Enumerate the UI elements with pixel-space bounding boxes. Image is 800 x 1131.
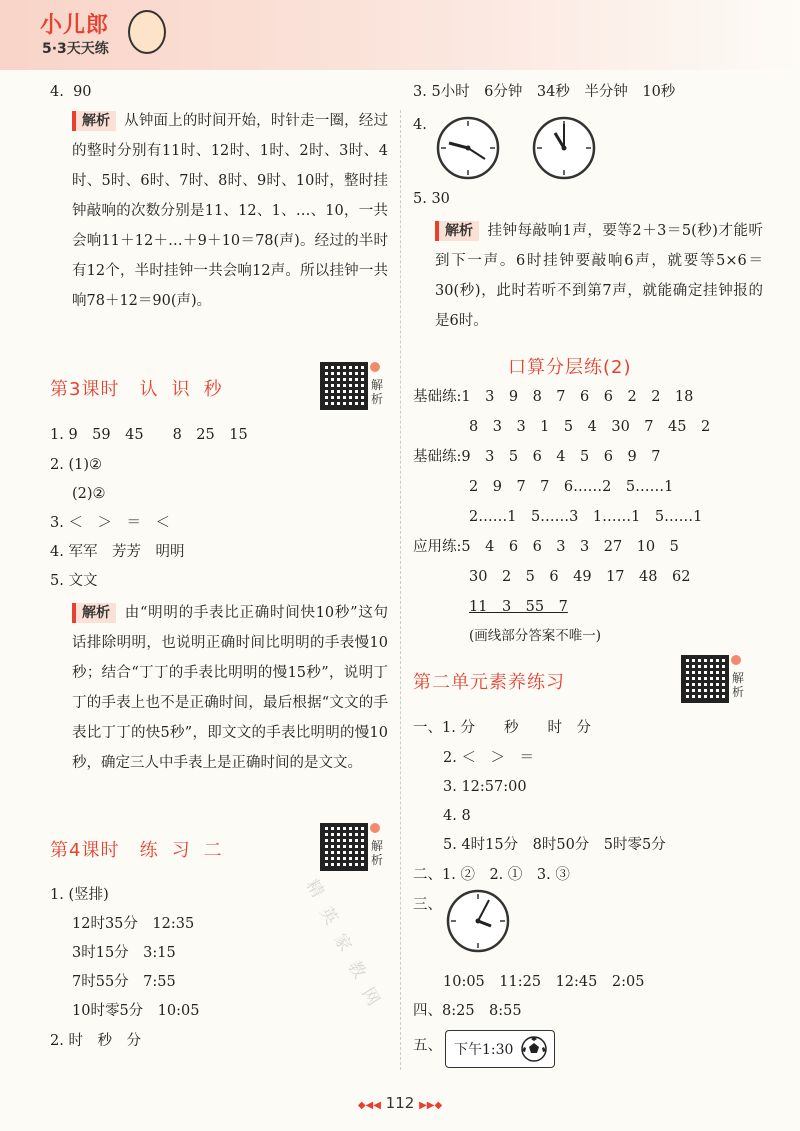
row-label: 应用练:: [413, 539, 462, 555]
l3-item-5: [50, 571, 97, 591]
item-text: ＜ ＞ ＝: [461, 750, 534, 766]
r-item-3: [413, 82, 675, 102]
l3-item-2b: [72, 484, 106, 504]
item-text: 军军 芳芳 明明: [68, 544, 185, 560]
watermark-char: 精: [301, 876, 328, 902]
item-answer: 30: [431, 191, 450, 207]
item-text: (1)②: [68, 457, 102, 473]
item-text: ＜ ＞ ＝ ＜: [68, 515, 170, 531]
item-num: 3.: [443, 779, 457, 795]
analysis-r5: [435, 216, 763, 336]
soccer-ball-icon: [520, 1035, 548, 1063]
qr-code-icon[interactable]: [320, 823, 368, 871]
item-text: 4时15分 8时50分 5时零5分: [461, 837, 666, 853]
oral-row: 2 9 7 7 6……2 5……1: [469, 479, 674, 495]
watermark-char: 英: [315, 903, 342, 929]
item-num: 5.: [50, 573, 64, 589]
oral-note: (画线部分答案不唯一): [469, 628, 602, 644]
qr-label: 解析: [732, 671, 745, 699]
item-text: (竖排): [68, 887, 109, 903]
oral-title: 口算分层练(2): [508, 357, 632, 378]
row-text: 9 3 5 6 4 5 6 9 7: [461, 449, 661, 465]
l4-item-1: [50, 885, 109, 905]
play-icon: [731, 655, 741, 665]
unit-one-2: [443, 748, 534, 768]
play-icon: [370, 823, 380, 833]
item-num: 4.: [443, 808, 457, 824]
analysis-4: [72, 106, 388, 316]
oral-row: [413, 387, 693, 407]
brand-logo: [40, 8, 170, 64]
item-text: 8:25 8:55: [442, 1003, 522, 1019]
item-num: 1.: [442, 720, 456, 736]
item-num: 2.: [50, 457, 64, 473]
row-text: 1 3 9 8 7 6 6 2 2 18: [461, 389, 694, 405]
row-label: 基础练:: [413, 389, 462, 405]
watermark-char: 家: [329, 930, 356, 956]
item-text: 12:57:00: [461, 779, 527, 795]
item-num: 1.: [50, 427, 64, 443]
clock-icon: [531, 115, 597, 181]
oral-row: [413, 537, 679, 557]
item-num: 3.: [50, 515, 64, 531]
l4-item-2: [50, 1031, 141, 1051]
l4-row: 7时55分 7:55: [72, 974, 176, 990]
series-name: 5·3天天练: [42, 41, 109, 57]
column-divider: [400, 110, 401, 1070]
l3-item-4: [50, 542, 184, 562]
l4-row: 10时零5分 10:05: [72, 1003, 200, 1019]
item-text: 时 秒 分: [68, 1033, 141, 1049]
oral-underlined: 11 3 55 7: [469, 599, 568, 615]
lesson-name: 认识秒: [139, 379, 236, 400]
item-num: 5.: [443, 837, 457, 853]
qr-label: 解析: [371, 378, 384, 406]
play-icon: [370, 362, 380, 372]
item-text: 1. ② 2. ① 3. ③: [442, 867, 570, 883]
row-text: 5 4 6 6 3 3 27 10 5: [461, 539, 679, 555]
arrow-left-icon: ◆◀◀: [357, 1100, 381, 1111]
r-item-4: [413, 115, 427, 135]
unit-title: 第二单元素养练习: [413, 672, 565, 693]
watermark-char: 教: [343, 957, 370, 983]
unit-one-3: [443, 777, 527, 797]
page-number-value: 112: [385, 1094, 415, 1112]
item-num: 1.: [50, 887, 64, 903]
part-label: 四、: [413, 1003, 442, 1019]
item-text: (2)②: [72, 486, 106, 502]
arrow-right-icon: ▶▶◆: [419, 1100, 443, 1111]
item-num: 2.: [50, 1033, 64, 1049]
time-box-text: 下午1:30: [454, 1042, 514, 1058]
unit-one-1: [413, 718, 591, 738]
analysis-l3: [72, 598, 388, 778]
item-num: 4.: [413, 117, 427, 133]
r-item-5: [413, 189, 450, 209]
brand-name: 小儿郎: [40, 13, 110, 38]
lesson4-title: [50, 836, 236, 862]
time-box: [445, 1030, 555, 1068]
item-text: 8: [461, 808, 471, 824]
item-answer: 90: [73, 84, 92, 100]
answer-4: [50, 82, 92, 102]
analysis-text: 由“明明的手表比正确时间快10秒”这句话排除明明，也说明正确时间比明明的手表慢10秒；结合“丁丁的手表比明明的慢15秒”，说明丁丁的手表上也不是正确时间，最后根据“文文的手表比丁丁的快5秒”，即文文的手表比明明的慢10秒，确定三人中手表上是正确时间的是文文。: [72, 605, 388, 771]
clock-icon: [435, 115, 501, 181]
row-label: 基础练:: [413, 449, 462, 465]
analysis-tag: 解析: [72, 111, 116, 131]
analysis-tag: 解析: [435, 221, 479, 241]
part-label: 一、: [413, 720, 442, 736]
unit-three-label: 三、: [413, 897, 442, 913]
item-text: 5小时 6分钟 34秒 半分钟 10秒: [431, 84, 676, 100]
item-num: 4.: [50, 84, 64, 100]
unit-three-times: 10:05 11:25 12:45 2:05: [443, 974, 645, 990]
analysis-tag: 解析: [72, 603, 116, 623]
lesson-number: 第4课时: [50, 840, 120, 861]
lesson-number: 第3课时: [50, 379, 120, 400]
analysis-text: 挂钟每敲响1声，要等2＋3＝5(秒)才能听到下一声。6时挂钟要敲响6声，就要等5×6＝30(秒)，此时若听不到第7声，就能确定挂钟报的是6时。: [435, 223, 763, 329]
item-num: 5.: [413, 191, 427, 207]
analysis-text: 从钟面上的时间开始，时针走一圈，经过的整时分别有11时、12时、1时、2时、3时、4时、5时、6时、7时、8时、9时、10时，整时挂钟敲响的次数分别是11、12、1、…、10，一共会响11＋12＋…＋9＋10＝78(声)。经过的半时有12个，半时挂钟一共会响12声。所以挂钟一共响78＋12＝90(声)。: [72, 113, 388, 309]
item-text: 9 59 45 8 25 15: [68, 427, 248, 443]
mascot-icon: [128, 10, 166, 54]
l4-row: 3时15分 3:15: [72, 945, 176, 961]
qr-code-icon[interactable]: [681, 655, 729, 703]
unit-one-5: [443, 835, 666, 855]
part-label: 二、: [413, 867, 442, 883]
page-number: [0, 1094, 800, 1112]
item-text: 文文: [68, 573, 98, 589]
lesson3-title: [50, 375, 236, 401]
item-num: 2.: [443, 750, 457, 766]
oral-row: 2……1 5……3 1……1 5……1: [469, 509, 703, 525]
item-text: 分 秒 时 分: [460, 720, 591, 736]
unit-two: [413, 865, 570, 885]
unit-four: [413, 1001, 522, 1021]
watermark-char: 网: [357, 984, 384, 1010]
unit-five-label: 五、: [413, 1038, 442, 1054]
l3-item-2: [50, 455, 102, 475]
qr-code-icon[interactable]: [320, 362, 368, 410]
qr-label: 解析: [371, 839, 384, 867]
unit-one-4: [443, 806, 471, 826]
l3-item-1: [50, 425, 248, 445]
oral-row: 30 2 5 6 49 17 48 62: [469, 569, 691, 585]
lesson-name: 练习二: [139, 840, 236, 861]
oral-row: 8 3 3 1 5 4 30 7 45 2: [469, 419, 711, 435]
l3-item-3: [50, 513, 170, 533]
item-num: 4.: [50, 544, 64, 560]
item-num: 3.: [413, 84, 427, 100]
l4-row: 12时35分 12:35: [72, 916, 195, 932]
oral-row: [413, 447, 660, 467]
clock-icon: [445, 888, 511, 954]
